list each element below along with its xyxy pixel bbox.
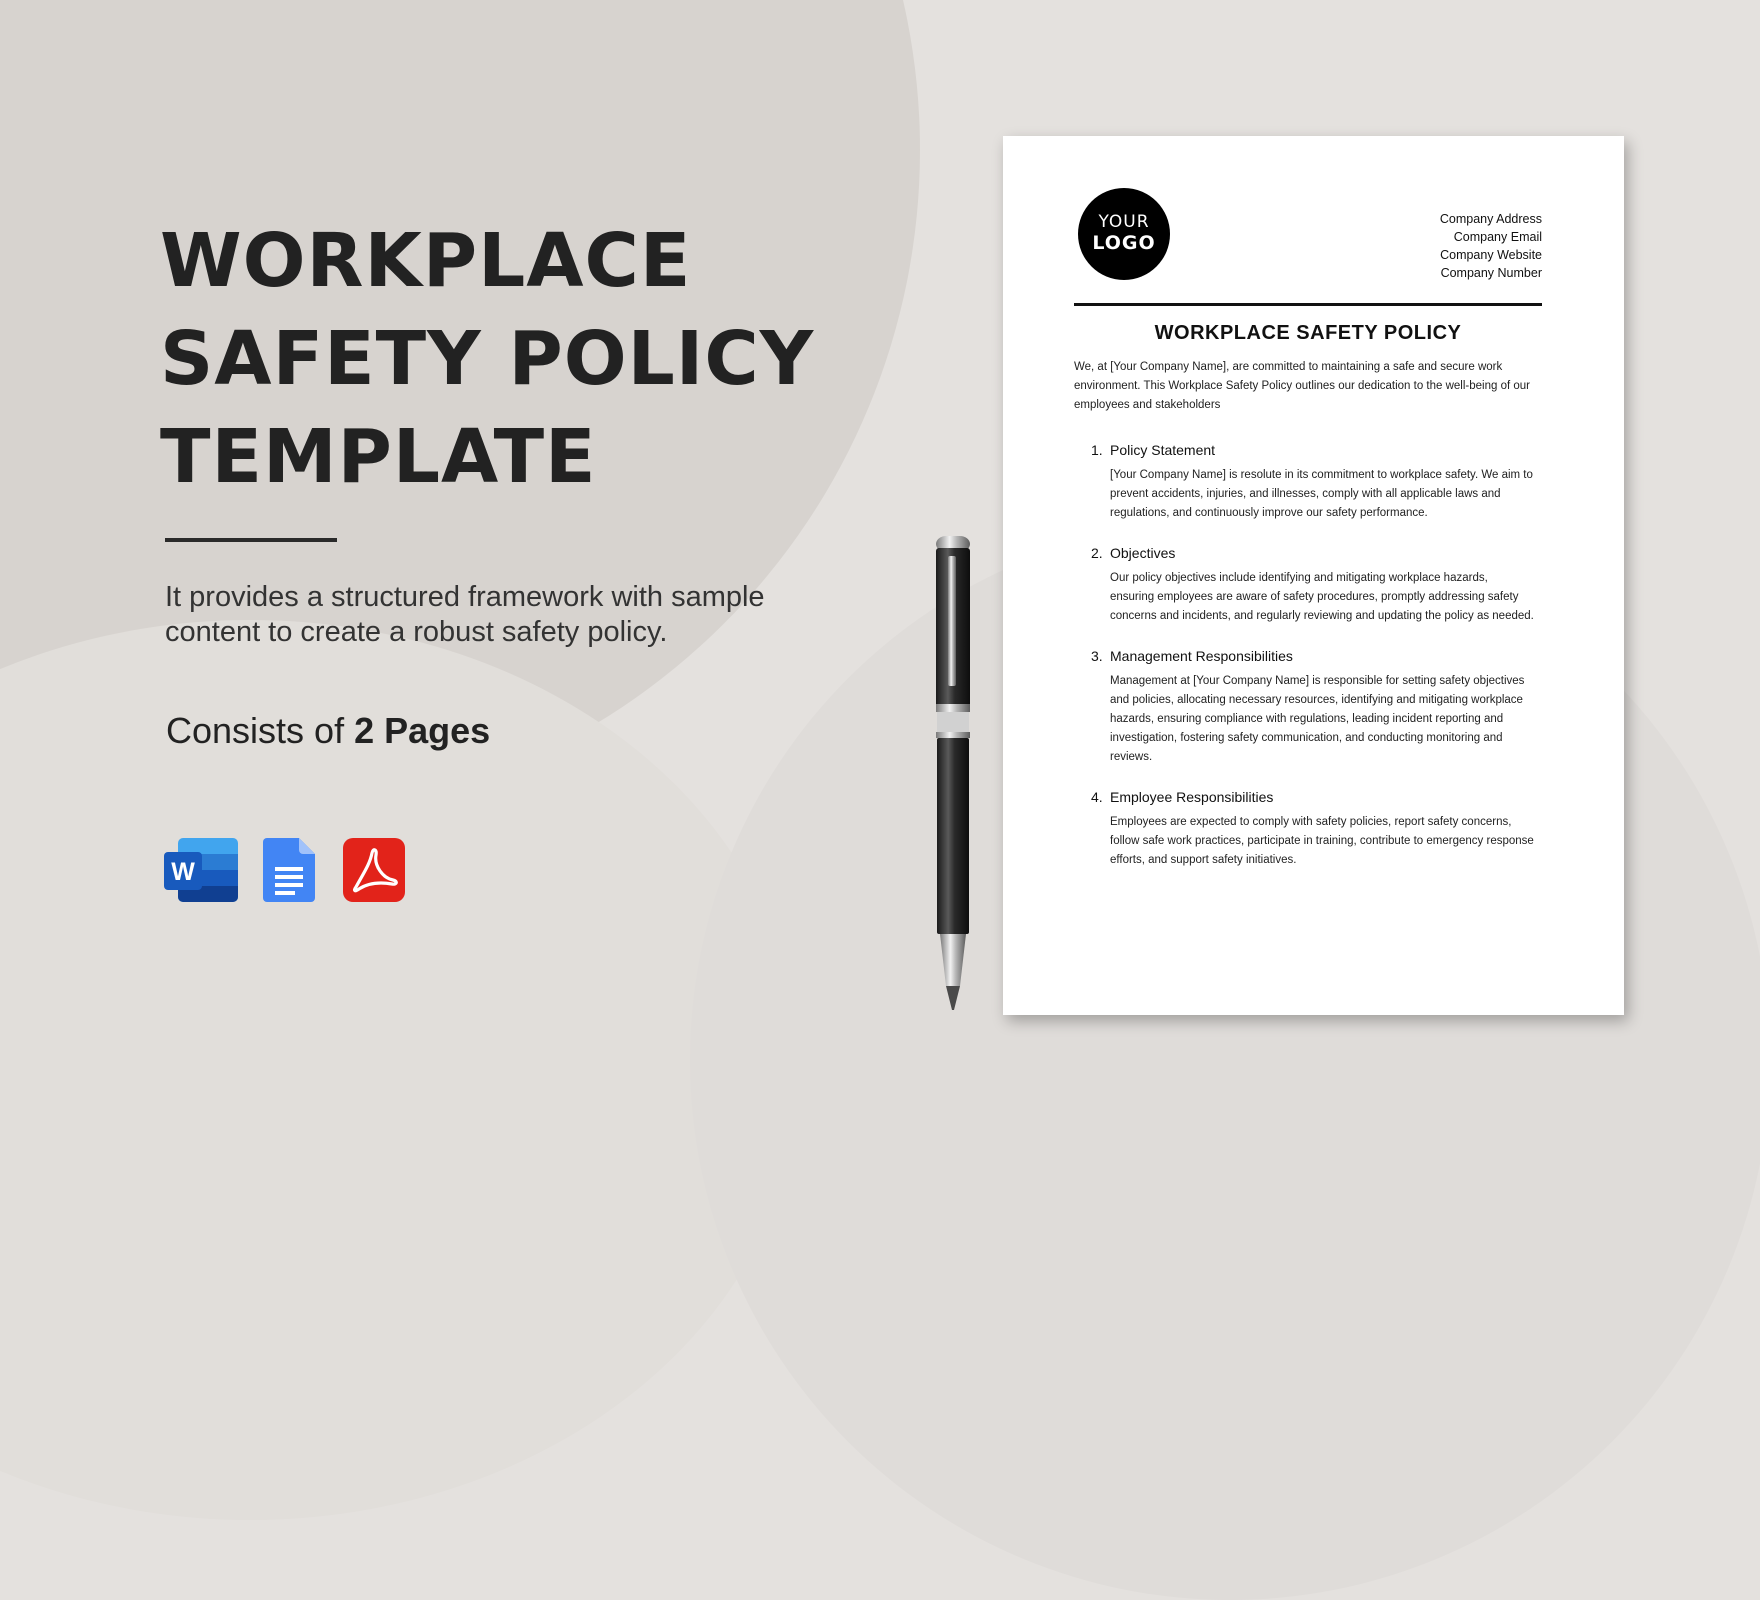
headline-line-2: SAFETY POLICY [160, 316, 815, 402]
section-number: 4. [1091, 789, 1103, 805]
section-number: 3. [1091, 648, 1103, 664]
section-body: Employees are expected to comply with safety policies, report safety concerns, follow safe work practices, participate in training, contribute to emergency response efforts, and support safety initiatives. [1110, 816, 1534, 866]
section-heading [1091, 436, 1553, 464]
headline-line-1: WORKPLACE [160, 218, 692, 304]
section-body: Our policy objectives include identifying and mitigating workplace hazards, ensuring employees are aware of safety procedures, promptly addressing safety concerns and incidents, and regularly reviewing and updating the policy as needed. [1110, 572, 1534, 622]
description: It provides a structured framework with sample content to create a robust safety policy. [165, 581, 765, 648]
section-title: Management Responsibilities [1110, 648, 1293, 664]
section-number: 1. [1091, 442, 1103, 458]
headline-divider [165, 538, 337, 542]
word-icon-letter: W [171, 858, 195, 886]
page-count-prefix: Consists of [166, 710, 345, 751]
company-number: Company Number [1440, 266, 1542, 280]
logo-text-line-1: YOUR [1098, 212, 1150, 232]
pdf-icon[interactable] [343, 838, 405, 902]
google-docs-icon[interactable] [263, 838, 315, 902]
section-title: Employee Responsibilities [1110, 789, 1274, 805]
policy-section [1091, 642, 1553, 767]
section-heading [1091, 642, 1553, 670]
pen-image [934, 536, 972, 1010]
document-title: WORKPLACE SAFETY POLICY [1154, 322, 1462, 344]
section-body: Management at [Your Company Name] is responsible for setting safety objectives and policies, allocating necessary resources, identifying and mitigating workplace hazards, ensuring compliance with regulations, leading incident reporting and investigation, fostering safety communication, and conducting monitoring and reviews. [1110, 675, 1525, 763]
document-divider [1074, 303, 1542, 306]
policy-section [1091, 783, 1553, 870]
section-title: Objectives [1110, 545, 1176, 561]
policy-sections [1091, 436, 1553, 886]
section-number: 2. [1091, 545, 1103, 561]
logo-text-line-2: LOGO [1092, 232, 1156, 254]
section-heading [1091, 783, 1553, 811]
company-logo [1078, 188, 1170, 280]
background-shape [0, 620, 800, 1520]
company-email: Company Email [1453, 230, 1542, 244]
page-count-value: 2 Pages [354, 710, 491, 751]
section-heading [1091, 539, 1553, 567]
document-intro: We, at [Your Company Name], are committed to maintaining a safe and secure work environment. This Workplace Safety Policy outlines our dedication to the well-being of our employees and stakeholders [1074, 361, 1530, 411]
document-page [1003, 136, 1624, 1015]
company-address: Company Address [1439, 212, 1542, 226]
section-body: [Your Company Name] is resolute in its commitment to workplace safety. We aim to prevent accidents, injuries, and illnesses, comply with all applicable laws and regulations, and continuously improve our safety performance. [1110, 469, 1533, 519]
page-count [166, 710, 490, 752]
section-title: Policy Statement [1110, 442, 1216, 458]
headline [160, 212, 814, 506]
company-website: Company Website [1440, 248, 1542, 262]
company-contact-block [1440, 210, 1542, 282]
word-icon[interactable] [164, 838, 238, 902]
policy-section [1091, 436, 1553, 523]
policy-section [1091, 539, 1553, 626]
headline-line-3: TEMPLATE [160, 414, 597, 500]
